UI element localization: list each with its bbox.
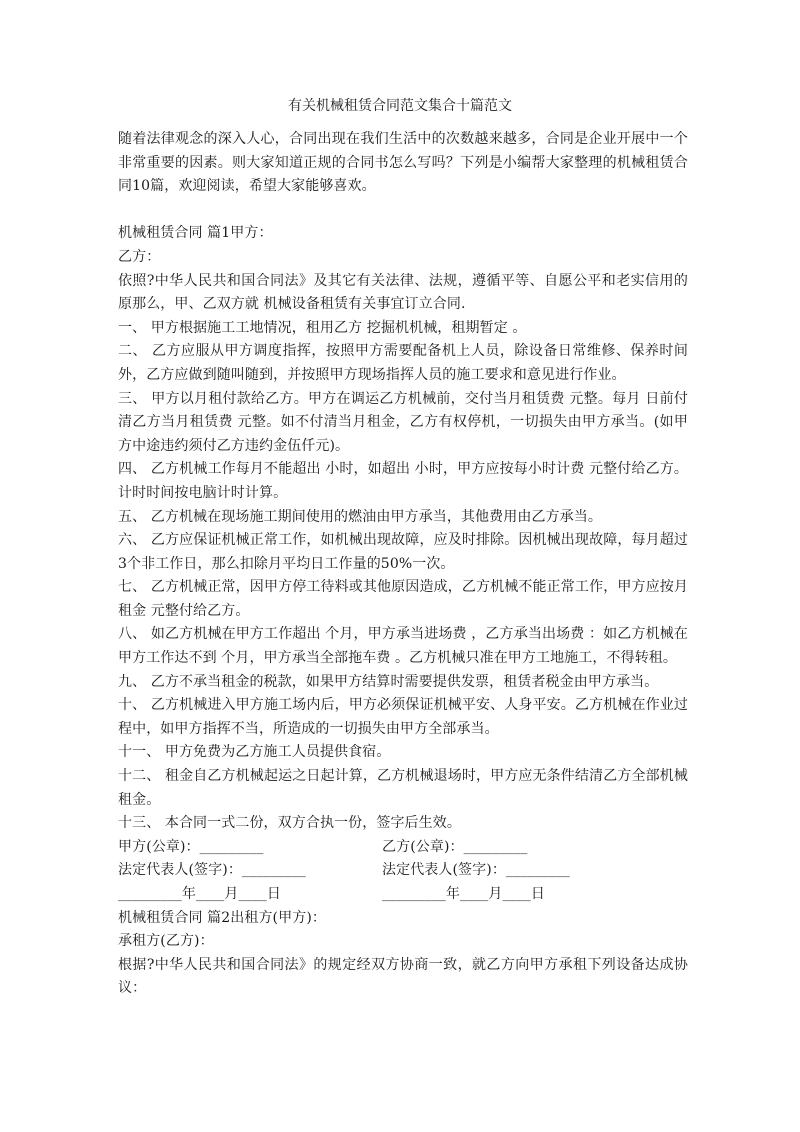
contract-2-heading: 机械租赁合同 篇2出租方(甲方)： [118,909,326,926]
signature-row-representative [118,859,688,883]
party-b-date: _________年____月____日 [382,886,545,902]
paragraph-gap [118,199,688,223]
clause-8: 八、 如乙方机械在甲方工作超出 个月，甲方承当进场费 ，乙方承当出场费 ：如乙方机械在甲方工作达不到 个月，甲方承当全部拖车费 。乙方机械只准在甲方工地施工，不得转租。 [118,626,688,667]
clause-11: 十一、 甲方免费为乙方施工人员提供食宿。 [118,744,391,761]
document-body [118,128,688,1001]
clause-12: 十二、 租金自乙方机械起运之日起计算，乙方机械退场时，甲方应无条件结清乙方全部机械租金。 [118,768,688,808]
clause-6: 六、 乙方应保证机械正常工作，如机械出现故障，应及时排除。因机械出现故障，每月超过3个非工作日，那么扣除月平均日工作量的50%一次。 [118,532,688,572]
party-a-date: _________年____月____日 [118,886,281,902]
contract-2-preamble: 根据?中华人民共和国合同法》的规定经双方协商一致，就乙方向甲方承租下列设备达成协议： [118,956,688,997]
clause-5: 五、 乙方机械在现场施工期间使用的燃油由甲方承当，其他费用由乙方承当。 [118,508,602,525]
clause-1: 一、 甲方根据施工工地情况，租用乙方 挖掘机机械，租期暂定 。 [118,319,527,336]
document-title: 有关机械租赁合同范文集合十篇范文 [288,98,512,114]
contract-1-preamble: 依照?中华人民共和国合同法》及其它有关法律、法规，遵循平等、自愿公平和老实信用的原那么，甲、乙双方就 机械设备租赁有关事宜订立合同. [118,272,688,313]
party-b-seal: 乙方(公章)：_________ [382,838,528,855]
contract-1-party-b: 乙方： [118,248,161,265]
clause-7: 七、 乙方机械正常，因甲方停工待料或其他原因造成，乙方机械不能正常工作，甲方应按月租金 元整付给乙方。 [118,579,688,619]
contract-1-heading: 机械租赁合同 篇1甲方： [118,225,273,242]
clause-10: 十、 乙方机械进入甲方施工场内后，甲方必须保证机械平安、人身平安。乙方机械在作业过程中，如甲方指挥不当，所造成的一切损失由甲方全部承当。 [118,697,688,737]
party-b-representative: 法定代表人(签字)：_________ [382,862,570,879]
signature-row-date [118,883,688,907]
clause-4: 四、 乙方机械工作每月不能超出 小时，如超出 小时，甲方应按每小时计费 元整付给乙方。计时时间按电脑计时计算。 [118,461,688,501]
party-a-seal: 甲方(公章)：_________ [118,838,264,855]
contract-2-lessee: 承租方(乙方)： [118,933,214,950]
clause-9: 九、 乙方不承当租金的税款，如果甲方结算时需要提供发票，租赁者税金由甲方承当。 [118,673,659,690]
signature-row-seal [118,836,688,860]
clause-13: 十三、 本合同一式二份，双方合执一份，签字后生效。 [118,815,461,832]
clause-2: 二、 乙方应服从甲方调度指挥，按照甲方需要配备机上人员，除设备日常维修、保养时间外，乙方应做到随叫随到，并按照甲方现场指挥人员的施工要求和意见进行作业。 [118,343,688,383]
party-a-representative: 法定代表人(签字)：_________ [118,862,306,879]
intro-paragraph: 随着法律观念的深入人心，合同出现在我们生活中的次数越来越多，合同是企业开展中一个非常重要的因素。则大家知道正规的合同书怎么写吗？下列是小编帮大家整理的机械租赁合同10篇，欢迎阅读，希望大家能够喜欢。 [118,131,688,195]
clause-3: 三、 甲方以月租付款给乙方。甲方在调运乙方机械前，交付当月租赁费 元整。每月 日前付清乙方当月租赁费 元整。如不付清当月租金，乙方有权停机，一切损失由甲方承当。(如甲方中途违约须付乙方违约金伍仟元)。 [118,390,688,454]
